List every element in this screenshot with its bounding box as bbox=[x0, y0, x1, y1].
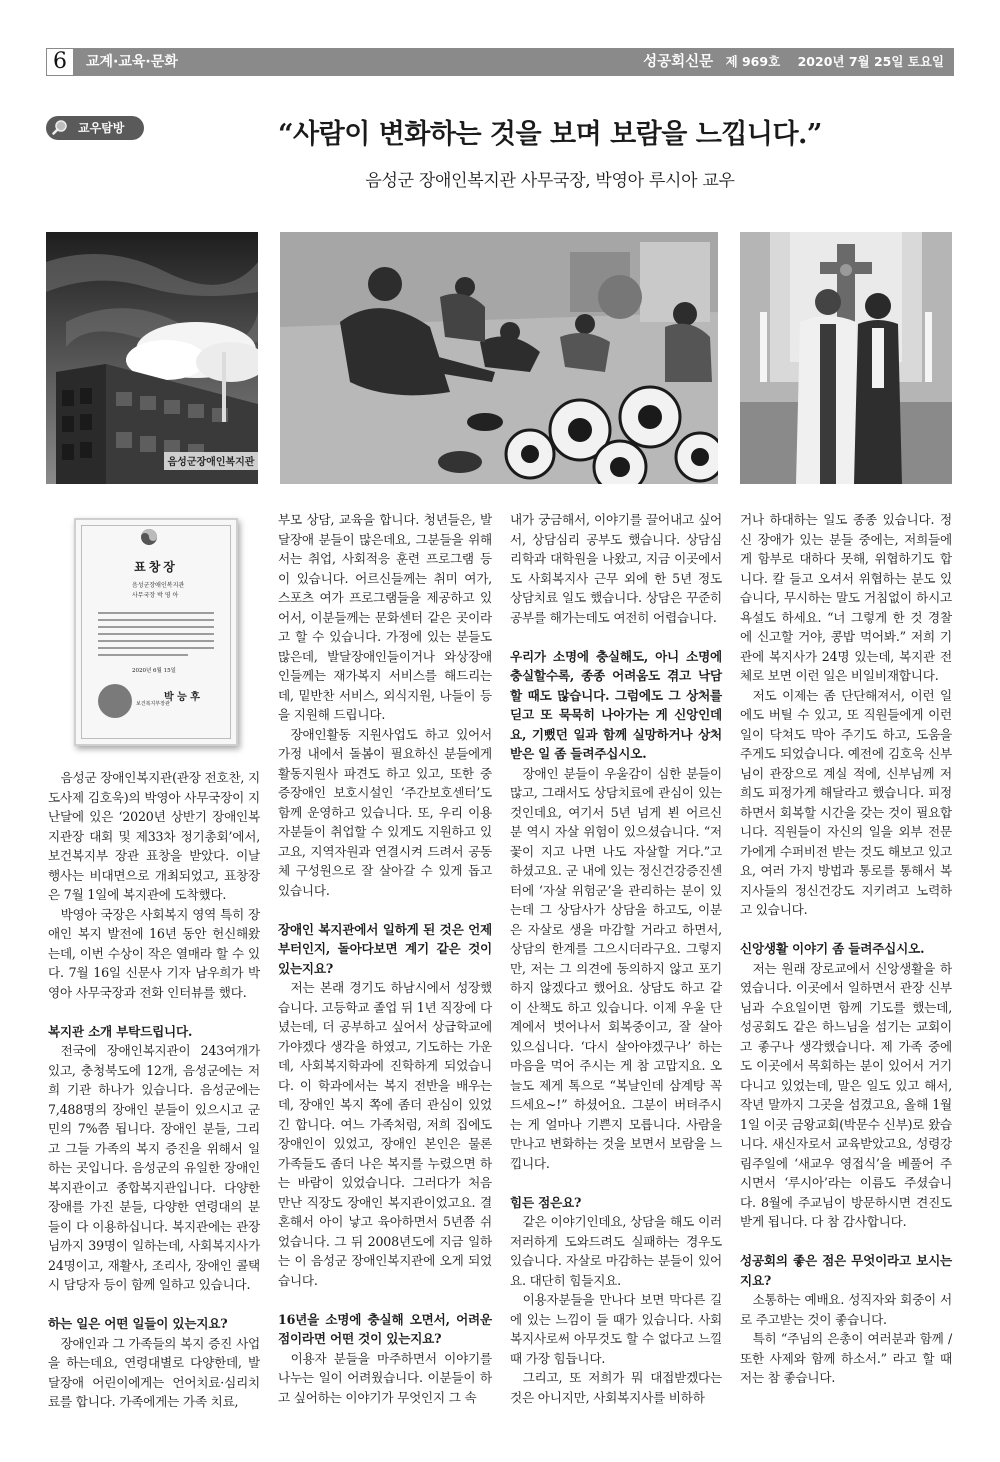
badge-label: 교우탐방 bbox=[78, 121, 125, 135]
paragraph-gap bbox=[48, 1295, 260, 1315]
activity-photo bbox=[280, 232, 718, 484]
article-paragraph: 장애인 분들이 우울감이 심한 분들이 많고, 그래서도 상담치료에 관심이 있는 것인데요, 여기서 5년 넘게 뵌 어르신 분 역시 자살 위험이 있으셨습니다. “저 꽃이 지고 나면 나도 자살할 거다.”고 하셨고요. 군 내에 있는 정신건강증진센터에 ‘자살 위험군’을 관리하는 분이 있는데 그 상담사가 상담을 하고도, 이분은 자살로 생을 마감할 거라고 하면서, 상담의 한계를 그으시더라구요. 그렇지만, 저는 그 의견에 동의하지 않고 포기하지 않겠다고 했어요. 상담도 하고 같이 산책도 하고 있습니다. 이제 우울 단계에서 벗어나서 회복중이고, 잘 살아 있으십니다. ‘다시 살아야겠구나’ 하는 마음을 먹어 주시는 게 참 고맙지요. 오늘도 제게 톡으로 “복날인데 삼계탕 꼭 드세요~!” 하셨어요. 그분이 버텨주시는 게 얼마나 기쁜지 모릅니다. 사람을 만나고 변화하는 것을 보면서 보람을 느낍니다. bbox=[510, 765, 722, 1171]
text-column-3 bbox=[510, 510, 722, 1407]
article-paragraph: 장애인과 그 가족들의 복지 증진 사업을 하는데요, 연령대별로 다양한데, 발달장애 어린이에게는 언어치료·심리치료를 합니다. 가족에게는 가족 치료, bbox=[48, 1335, 260, 1409]
text-column-1 bbox=[48, 768, 260, 1412]
article-paragraph: 특히 “주님의 은총이 여러분과 함께 / 또한 사제와 함께 하소서.” 라고 할 때 저는 참 좋습니다. bbox=[740, 1331, 952, 1385]
interview-question: 우리가 소명에 충실해도, 아니 소명에 충실할수록, 종종 어려움도 겪고 낙담할 때도 많습니다. 그럼에도 그 상처를 딛고 또 묵묵히 나아가는 게 신앙인데요, 기뻤던 일과 함께 실망하거나 상처받은 일 좀 들려주십시오. bbox=[510, 648, 722, 761]
article-paragraph: 이용자분들을 만나다 보면 막다른 길에 있는 느낌이 들 때가 있습니다. 사회복지사로써 아무것도 할 수 없다고 느낄 때 가장 힘듭니다. bbox=[510, 1292, 722, 1366]
paragraph-gap bbox=[48, 1002, 260, 1022]
building-photo bbox=[46, 232, 258, 484]
article-paragraph: 부모 상담, 교육을 합니다. 청년들은, 발달장애 분들이 많은데요, 그분들을 위해서는 취업, 사회적응 훈련 프로그램 등이 있습니다. 어르신들께는 취미 여가, 스포츠 여가 프로그램들을 제공하고 있어서, 이분들께는 문화센터 같은 곳이라고 할 수 있습니다. 가정에 있는 분들도 많은데, 발달장애인들이거나 와상장애인들께는 재가복지 서비스를 해드리는데, 밑반찬 서비스, 외식지원, 나들이 등을 지원해 드립니다. bbox=[278, 512, 492, 722]
interview-question: 장애인 복지관에서 일하게 된 것은 언제부터인지, 돌아다보면 계기 같은 것이 있는지요? bbox=[278, 921, 492, 976]
award-certificate bbox=[74, 518, 238, 746]
column-badge bbox=[46, 116, 144, 140]
interview-question: 하는 일은 어떤 일들이 있는지요? bbox=[48, 1316, 228, 1331]
article-paragraph: 음성군 장애인복지관(관장 전호찬, 지도사제 김호욱)의 박영아 사무국장이 지난달에 있은 ‘2020년 상반기 장애인복지관장 대회 및 제33차 정기총회’에서, 보건복지부 장관 표창을 받았다. 이날 행사는 비대면으로 개최되었고, 표창장은 7월 1일에 복지관에 도착했다. bbox=[48, 770, 261, 902]
article-paragraph: 저는 원래 장로교에서 신앙생활을 하였습니다. 이곳에서 일하면서 관장 신부님과 수요일이면 함께 기도를 했는데, 성공회도 같은 하느님을 섬기는 교회이고 좋구나 생각했습니다. 제 가족 중에도 이곳에서 목회하는 분이 있어서 거기 다니고 있었는데, 말은 일도 있고 해서, 작년 말까지 그곳을 섬겼고요, 올해 1월 1일 이곳 금왕교회(박문수 신부)로 왔습니다. 새신자로서 교육받았고요, 성령강림주일에 ‘새교우 영접식’을 베풀어 주시면서 ‘루시아’라는 이름도 주셨습니다. 8월에 주교님이 방문하시면 견진도 받게 됩니다. 다 참 감사합니다. bbox=[740, 960, 952, 1229]
certificate-org: 음성군장애인복지관 bbox=[132, 582, 185, 589]
interview-question: 복지관 소개 부탁드립니다. bbox=[48, 1023, 193, 1039]
article-paragraph: 저도 이제는 좀 단단해져서, 이런 일에도 버틸 수 있고, 또 직원들에게 이런 일이 닥쳐도 막아 주기도 하고, 도움을 주게도 되었습니다. 예전에 김호욱 신부님이 관장으로 계실 적에, 신부님께 저희도 피정가게 해달라고 했습니다. 피정하면서 회복할 시간을 갖는 것이 필요합니다. 직원들이 자신의 일을 외부 전문가에게 수퍼비전 받는 것도 해보고 있고요, 여러 가지 방법과 통로를 통해서 복지사들의 정신건강도 지키려고 노력하고 있습니다. bbox=[740, 687, 952, 917]
article-title: “사람이 변화하는 것을 보며 보람을 느낍니다.” bbox=[278, 119, 822, 150]
paragraph-gap bbox=[740, 1232, 952, 1252]
article-subtitle: 음성군 장애인복지관 사무국장, 박영아 루시아 교우 bbox=[365, 171, 735, 191]
building-sign: 음성군장애인복지관 bbox=[167, 457, 255, 468]
article-paragraph: 장애인활동 지원사업도 하고 있어서 가정 내에서 돌봄이 필요하신 분들에게 활동지원사 파견도 하고 있고, 또한 중증장애인 보호시설인 ‘주간보호센터’도 함께 운영하고 있습니다. 또, 우리 이용자분들이 취업할 수 있게도 지원하고 있고요, 지역자원과 연결시켜 드려서 공동체 구성원으로 잘 살아갈 수 있게 돕고 있습니다. bbox=[278, 726, 492, 898]
article-paragraph: 박영아 국장은 사회복지 영역 특히 장애인 복지 발전에 16년 동안 헌신해왔는데, 이번 수상이 작은 열매라 할 수 있다. 7월 16일 신문사 기자 남우희가 박영아 사무국장과 전화 인터뷰를 했다. bbox=[48, 906, 260, 1000]
article-paragraph: 그리고, 또 저희가 뭐 대접받겠다는 것은 아니지만, 사회복지사를 비하하 bbox=[510, 1370, 722, 1405]
government-emblem-icon bbox=[140, 528, 158, 546]
magnifier-icon bbox=[52, 119, 68, 135]
article-paragraph: 같은 이야기인데요, 상담을 해도 이러저러하게 도와드려도 실패하는 경우도 있습니다. 자살로 마감하는 분들이 있어요. 대단히 힘들지요. bbox=[510, 1214, 722, 1288]
church-photo bbox=[740, 232, 952, 484]
newspaper-name: 성공회신문 bbox=[643, 54, 714, 70]
certificate-signer: 박 능 후 bbox=[164, 692, 200, 703]
text-column-4 bbox=[740, 510, 952, 1388]
paragraph-gap bbox=[740, 920, 952, 940]
page-number: 6 bbox=[46, 48, 74, 76]
certificate-minister: 보건복지부장관 bbox=[136, 701, 170, 707]
certificate-date: 2020년 6월 15일 bbox=[132, 668, 176, 674]
paragraph-gap bbox=[278, 900, 492, 920]
interview-question: 성공회의 좋은 점은 무엇이라고 보시는지요? bbox=[740, 1253, 952, 1288]
certificate-seal bbox=[98, 684, 132, 718]
interview-question: 신앙생활 이야기 좀 들려주십시오. bbox=[740, 941, 925, 956]
interview-question: 힘든 점은요? bbox=[510, 1194, 582, 1210]
certificate-title: 표창장 bbox=[134, 560, 178, 574]
article-paragraph: 전국에 장애인복지관이 243여개가 있고, 충청북도에 12개, 음성군에는 저희 기관 하나가 있습니다. 음성군에는 7,488명의 장애인 분들이 있으시고 군민의 7%쯤 됩니다. 장애인 분들, 그리고 그들 가족의 복지 증진을 위해서 일하는 곳입니다. 음성군의 유일한 장애인복지관이고 종합복지관입니다. 다양한 장애를 가진 분들, 다양한 연령대의 분들이 다 이용하십니다. 복지관에는 관장님까지 39명이 일하는데, 사회복지사가 24명이고, 재활사, 조리사, 장애인 콜택시 담당자 등이 함께 일하고 있습니다. bbox=[48, 1043, 260, 1292]
paragraph-gap bbox=[278, 1290, 492, 1310]
issue-number: 제 969호 bbox=[725, 54, 781, 69]
paragraph-gap bbox=[510, 1173, 722, 1193]
article-paragraph: 이용자 분들을 마주하면서 이야기를 나누는 일이 어려웠습니다. 이분들이 하고 싶어하는 이야기가 무엇인지 그 속 bbox=[278, 1350, 492, 1405]
paragraph-gap bbox=[510, 627, 722, 647]
certificate-recipient: 사무국장 박 영 아 bbox=[132, 592, 179, 599]
article-paragraph: 내가 궁금해서, 이야기를 끌어내고 싶어서, 상담심리 공부도 했습니다. 상담심리학과 대학원을 나왔고, 지금 이곳에서도 사회복지사 근무 외에 한 5년 정도 상담치료 일도 했습니다. 상담은 꾸준히 공부를 해가는데도 여전히 어렵습니다. bbox=[510, 512, 722, 625]
text-column-2 bbox=[278, 510, 492, 1407]
interview-question: 16년을 소명에 충실해 오면서, 어려운 점이라면 어떤 것이 있는지요? bbox=[278, 1311, 492, 1346]
article-paragraph: 소통하는 예배요. 성직자와 회중이 서로 주고받는 것이 좋습니다. bbox=[740, 1292, 952, 1327]
article-paragraph: 저는 본래 경기도 하남시에서 성장했습니다. 고등학교 졸업 뒤 1년 직장에 다녔는데, 더 공부하고 싶어서 상급학교에 가야겠다 생각을 하였고, 기도하는 가운데, 사회복지학과에 진학하게 되었습니다. 이 학과에서는 복지 전반을 배우는데, 장애인 복지 쪽에 좀더 관심이 있었긴 합니다. 여느 가족처럼, 저희 집에도 장애인이 있었고, 장애인 본인은 물론 가족들도 좀더 나은 복지를 누렸으면 하는 바람이 있었습니다. 그러다가 처음 만난 직장도 장애인 복지관이었고요. 결혼해서 아이 낳고 육아하면서 5년쯤 쉬었습니다. 그 뒤 2008년도에 지금 일하는 이 음성군 장애인복지관에 오게 되었습니다. bbox=[278, 980, 492, 1288]
masthead bbox=[643, 48, 944, 76]
article-paragraph: 거나 하대하는 일도 종종 있습니다. 정신 장애가 있는 분들 중에는, 저희들에게 함부로 대하다 못해, 위협하기도 합니다. 칼 들고 오셔서 위협하는 분도 있습니다, 무시하는 말도 거침없이 하시고 욕설도 하세요. “너 그렇게 한 것 경찰에 신고할 거야, 콩밥 먹어봐.” 저희 기관에 복지사가 24명 있는데, 복지관 전체로 보면 이런 일은 비일비재합니다. bbox=[740, 512, 952, 683]
page-header bbox=[46, 48, 954, 76]
issue-date: 2020년 7월 25일 토요일 bbox=[797, 54, 944, 69]
section-title: 교계·교육·문화 bbox=[86, 54, 178, 70]
